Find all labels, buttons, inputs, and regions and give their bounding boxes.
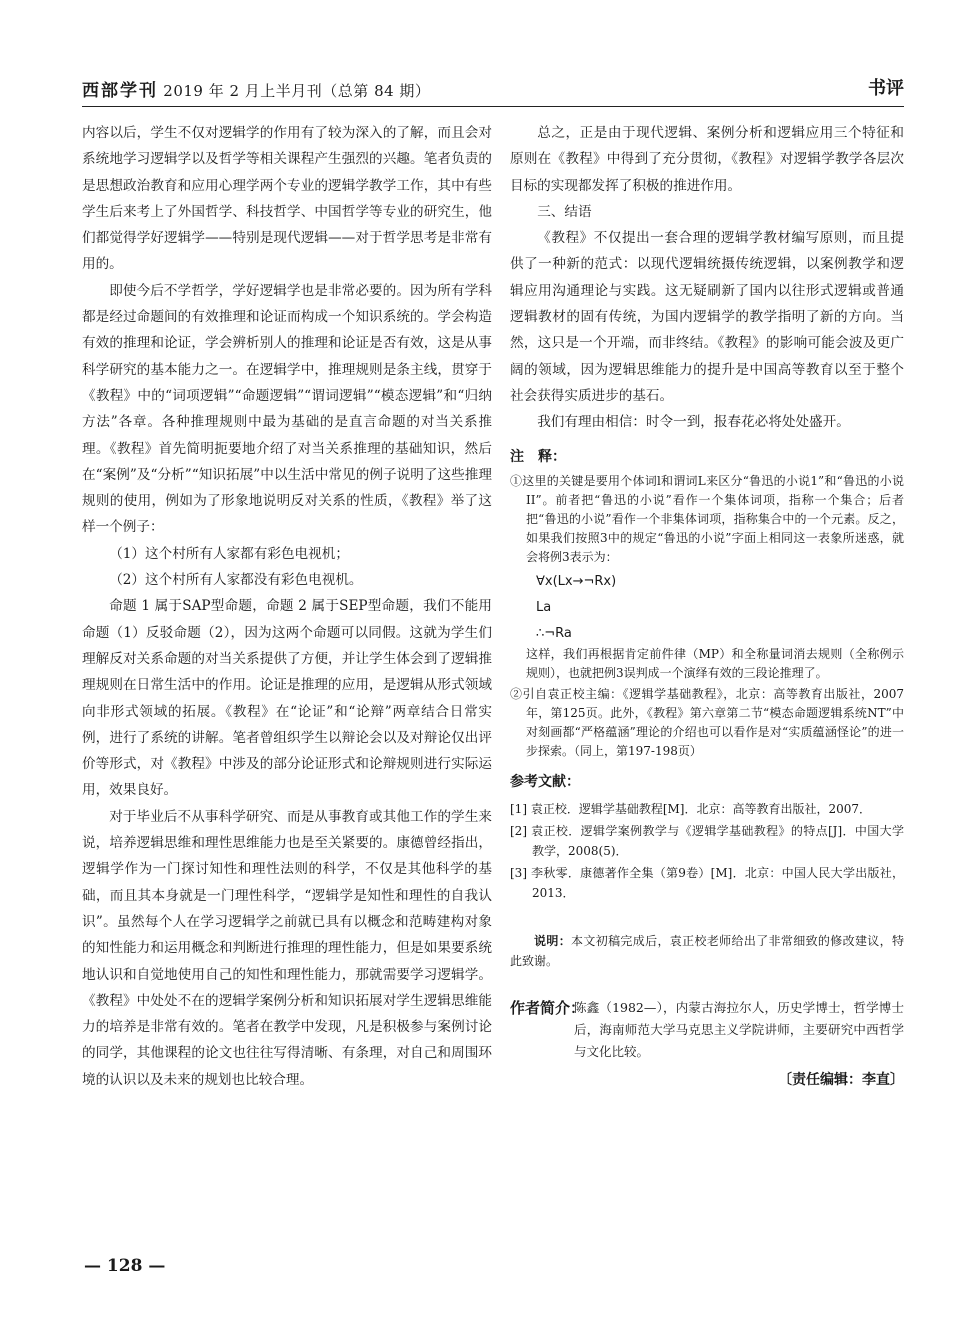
journal-issue: 2019 年 2 月上半月刊（总第 84 期） (163, 82, 431, 100)
paragraph: 即使今后不学哲学，学好逻辑学也是非常必要的。因为所有学科都是经过命题间的有效推理和论证而构成一个知识系统的。学会构造有效的推理和论证，学会辨析别人的推理和论证是否有效，这是从事科学研究的基本能力之一。在逻辑学中，推理规则是条主线，贯穿于《教程》中的“词项逻辑”“命题逻辑”“谓词逻辑”“模态逻辑”和“归纳方法”各章。各种推理规则中最为基础的是直言命题的对当关系推理。《教程》首先简明扼要地介绍了对当关系推理的基础知识，然后在“案例”及“分析”“知识拓展”中以生活中常见的例子说明了这些推理规则的使用，例如为了形象地说明反对关系的性质，《教程》举了这样一个例子： (82, 282, 492, 536)
journal-brand: 西部学刊 (82, 81, 158, 101)
paragraph: 内容以后，学生不仅对逻辑学的作用有了较为深入的了解，而且会对系统地学习逻辑学以及哲学等相关课程产生强烈的兴趣。笔者负责的是思想政治教育和应用心理学两个专业的逻辑学教学工作，其中有些学生后来考上了外国哲学、科技哲学、中国哲学等专业的研究生，他们都觉得学好逻辑学——特别是现代逻辑——对于哲学思考是非常有用的。 (82, 125, 492, 273)
section-heading: 三、结语 (537, 203, 592, 220)
formula-line: ∴¬Ra (536, 625, 572, 641)
author-text: 陈鑫（1982—），内蒙古海拉尔人，历史学博士，哲学博士后，海南师范大学马克思主义学院讲师，主要研究中西哲学与文化比较。 (574, 1000, 904, 1060)
paragraph: 总之，正是由于现代逻辑、案例分析和逻辑应用三个特征和原则在《教程》中得到了充分贯彻，《教程》对逻辑学教学各层次目标的实现都发挥了积极的推进作用。 (510, 125, 904, 194)
references-list (510, 799, 904, 903)
reference-item: [1] 袁正校．逻辑学基础教程[M]．北京：高等教育出版社，2007． (510, 802, 872, 817)
acknowledgement-label: 说明： (534, 934, 572, 949)
right-column (510, 120, 904, 1093)
page-header (82, 72, 904, 106)
paragraph: 《教程》不仅提出一套合理的逻辑学教材编写原则，而且提供了一种新的范式：以现代逻辑统摄传统逻辑，以案例教学和逻辑应用沟通理论与实践。这无疑刷新了国内以往形式逻辑或普通逻辑教材的固有传统，为国内逻辑学的教学指明了新的方向。当然，这只是一个开端，而非终结。《教程》的影响可能会波及更广阔的领域，因为逻辑思维能力的提升是中国高等教育以至于整个社会获得实质进步的基石。 (510, 230, 904, 404)
acknowledgement (510, 931, 904, 971)
note-continuation: 这样，我们再根据肯定前件律（MP）和全称量词消去规则（全称例示规则），也就把例3误判成一个演绎有效的三段论推理了。 (526, 646, 904, 680)
reference-item: [2] 袁正校．逻辑学案例教学与《逻辑学基础教程》的特点[J]．中国大学教学，2008(5)． (510, 824, 904, 859)
left-column (82, 120, 492, 1093)
acknowledgement-text: 本文初稿完成后，袁正校老师给出了非常细致的修改建议，特此致谢。 (510, 934, 904, 969)
author-bio (510, 997, 904, 1063)
reference-item: [3] 李秋零．康德著作全集（第9卷）[M]．北京：中国人民大学出版社，2013． (510, 866, 904, 901)
notes (510, 472, 904, 761)
editor-credit: 〔责任编辑：李直〕 (778, 1072, 904, 1089)
note-item: ②引自袁正校主编：《逻辑学基础教程》，北京：高等教育出版社，2007年，第125页。此外，《教程》第六章第二节“模态命题逻辑系统NT”中对刻画都“严格蕴涵”理论的介绍也可以看作是对“实质蕴涵怪论”的进一步探索。（同上，第197-198页） (510, 686, 904, 758)
page-number: — 128 — (84, 1256, 166, 1276)
references-title: 参考文献： (510, 773, 580, 790)
example-item: （2）这个村所有人家都没有彩色电视机。 (109, 572, 363, 589)
notes-title: 注 释： (510, 448, 566, 465)
section-tag: 书评 (868, 78, 904, 99)
formula-line: La (536, 599, 552, 615)
note-item: ①这里的关键是要用个体词l和谓词L来区分“鲁迅的小说1”和“鲁迅的小说II”。前者把“鲁迅的小说”看作一个集体词项，指称一个集合；后者把“鲁迅的小说”看作一个非集体词项，指称集合中的一个元素。反之，如果我们按照3中的规定“鲁迅的小说”字面上相同这一表象所迷惑，就会将例3表示为： (510, 473, 904, 564)
author-label: 作者简介： (510, 999, 586, 1018)
paragraph: 对于毕业后不从事科学研究、而是从事教育或其他工作的学生来说，培养逻辑思维和理性思维能力也是至关紧要的。康德曾经指出，逻辑学作为一门探讨知性和理性法则的科学，不仅是其他科学的基础，而且其本身就是一门理性科学，“逻辑学是知性和理性的自我认识”。虽然每个人在学习逻辑学之前就已具有以概念和范畴建构对象的知性能力和运用概念和判断进行推理的理性能力，但是如果要系统地认识和自觉地使用自己的知性和理性能力，那就需要学习逻辑学。《教程》中处处不在的逻辑学案例分析和知识拓展对学生逻辑思维能力的培养是非常有效的。笔者在教学中发现，凡是积极参与案例讨论的同学，其他课程的论文也往往写得清晰、有条理，对自己和周围环境的认识以及未来的规划也比较合理。 (82, 808, 492, 1088)
example-item: （1）这个村所有人家都有彩色电视机； (109, 545, 349, 562)
paragraph: 命题 1 属于SAP型命题，命题 2 属于SEP型命题，我们不能用命题（1）反驳命题（2），因为这两个命题可以同假。这就为学生们理解反对关系命题的对当关系提供了方便，并让学生体会到了逻辑推理规则在日常生活中的作用。论证是推理的应用，是逻辑从形式领域向非形式领域的拓展。《教程》在“论证”和“论辩”两章结合日常实例，进行了系统的讲解。笔者曾组织学生以辩论会以及对辩论仅出评价等形式，对《教程》中涉及的部分论证形式和论辩规则进行实际运用，效果良好。 (82, 598, 492, 799)
formula-line: ∀x(Lx→¬Rx) (536, 573, 617, 589)
header-rule (82, 106, 904, 107)
journal-info (82, 76, 430, 101)
paragraph: 我们有理由相信：时令一到，报春花必将处处盛开。 (537, 414, 850, 431)
